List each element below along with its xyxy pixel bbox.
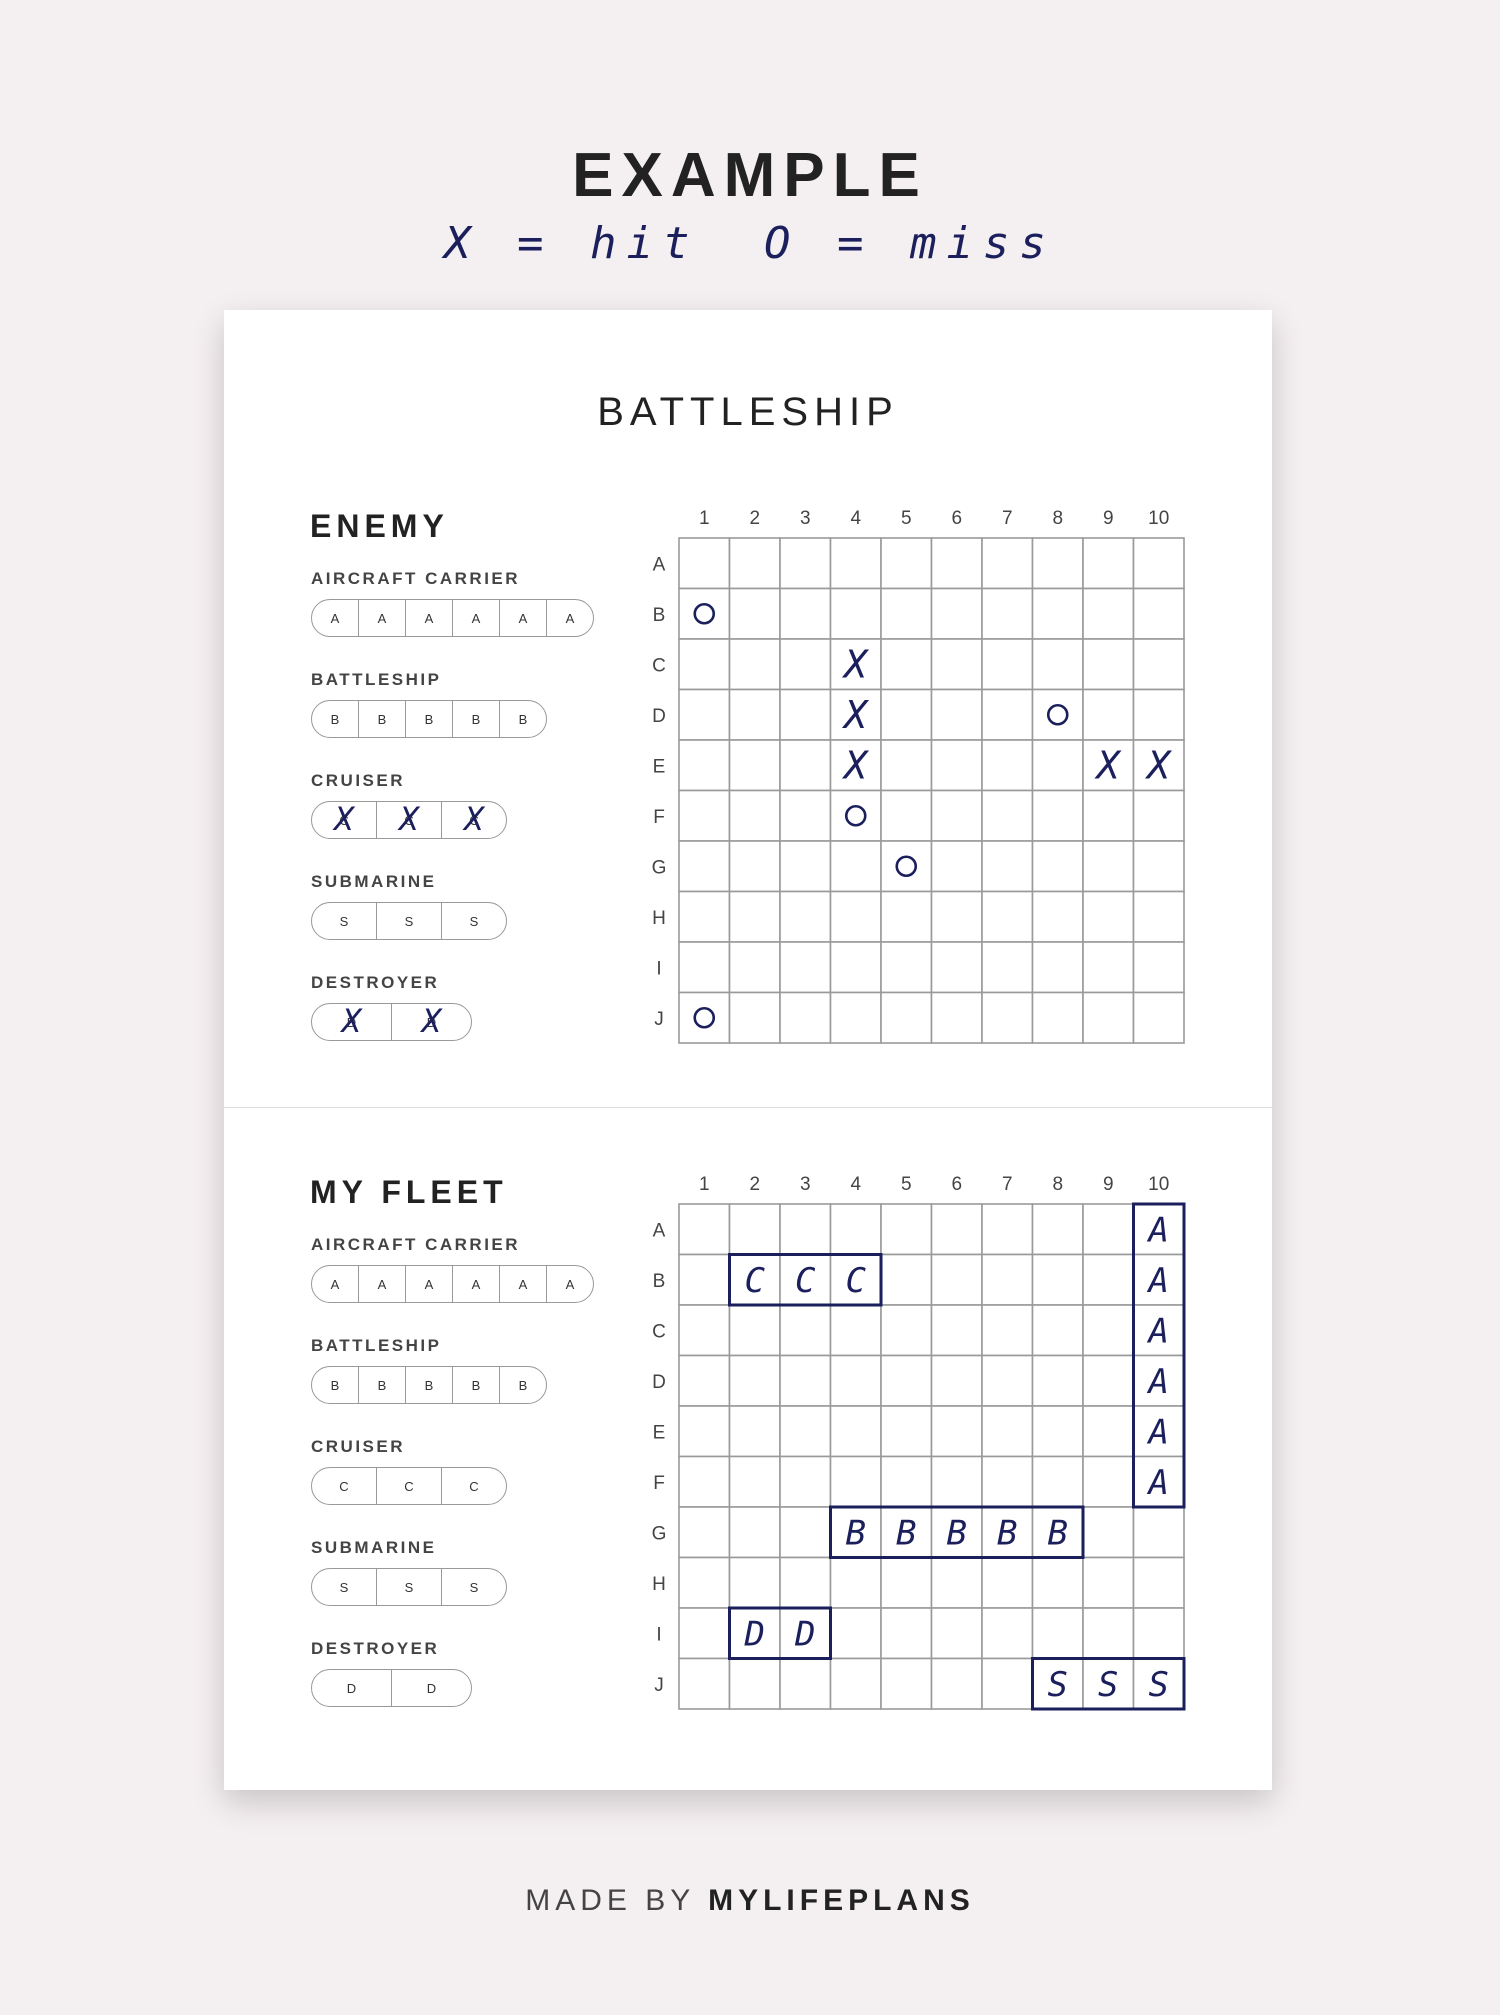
ship-cell[interactable]: B — [452, 1367, 499, 1403]
ship-cell[interactable]: S — [376, 903, 441, 939]
column-label: 1 — [698, 1174, 710, 1195]
ship-cell[interactable]: A — [330, 610, 340, 626]
column-label: 6 — [951, 1174, 963, 1195]
board-cell[interactable] — [730, 1507, 781, 1558]
board-cell[interactable] — [932, 1305, 983, 1356]
hit-marker: X — [1147, 743, 1171, 788]
board-cell[interactable] — [1083, 1507, 1134, 1558]
board-cell[interactable] — [1083, 1356, 1134, 1407]
board-cell[interactable] — [679, 1457, 730, 1508]
row-label: D — [652, 1371, 666, 1393]
row-label: F — [653, 1472, 665, 1494]
board-cell[interactable] — [730, 1457, 781, 1508]
board-cell[interactable] — [982, 1255, 1033, 1306]
ship-cell[interactable]: C X — [312, 802, 376, 838]
ship-cell[interactable]: D — [346, 1680, 357, 1696]
row-label: B — [652, 604, 666, 626]
ship-cell[interactable]: C — [339, 1478, 349, 1494]
board-cell[interactable] — [932, 1457, 983, 1508]
ship-label: BATTLESHIP — [311, 670, 442, 689]
board-cell[interactable] — [1083, 1255, 1134, 1306]
board-cell[interactable] — [1083, 1204, 1134, 1255]
board-cell[interactable] — [780, 1507, 831, 1558]
column-label: 3 — [799, 508, 811, 529]
row-label: A — [652, 1220, 666, 1242]
ship-cell[interactable]: B — [499, 701, 546, 737]
column-label: 4 — [850, 1174, 862, 1195]
column-label: 1 — [698, 508, 710, 529]
board-cell[interactable] — [780, 1457, 831, 1508]
board-cell[interactable] — [730, 1558, 781, 1609]
board-cell[interactable] — [831, 1204, 882, 1255]
sheet-title: BATTLESHIP — [597, 390, 899, 434]
board-cell[interactable] — [881, 1406, 932, 1457]
board-cell[interactable] — [780, 1204, 831, 1255]
ship-letter: B — [997, 1513, 1018, 1554]
board-cell[interactable] — [1083, 1305, 1134, 1356]
board-cell[interactable] — [679, 1204, 730, 1255]
board-cell[interactable] — [932, 1406, 983, 1457]
board-cell[interactable] — [679, 1255, 730, 1306]
ship-label: SUBMARINE — [311, 872, 437, 891]
board-cell[interactable] — [982, 1558, 1033, 1609]
ship-cell[interactable]: C X — [376, 802, 441, 838]
fleet-heading: MY FLEET — [310, 1174, 508, 1210]
ship-cell[interactable]: B — [330, 1377, 340, 1393]
board-cell[interactable] — [1033, 1204, 1084, 1255]
board-cell[interactable] — [982, 1356, 1033, 1407]
board-cell[interactable] — [780, 1356, 831, 1407]
row-label: E — [652, 756, 666, 778]
column-label: 8 — [1052, 1174, 1064, 1195]
legend-hit: X = hit — [444, 218, 700, 269]
ship-letter: B — [896, 1513, 917, 1554]
ship-cell[interactable]: B — [358, 1367, 405, 1403]
board-cell[interactable] — [881, 1608, 932, 1659]
ship-letter: B — [845, 1513, 866, 1554]
row-label: H — [652, 1573, 666, 1595]
board-cell[interactable] — [1134, 1558, 1185, 1609]
ship-cell[interactable]: A — [546, 1266, 593, 1302]
ship-cell[interactable]: S — [376, 1569, 441, 1605]
footer-prefix: MADE BY — [525, 1884, 695, 1917]
board-cell[interactable] — [881, 1255, 932, 1306]
column-label: 2 — [749, 1174, 761, 1195]
board-cell[interactable] — [679, 1406, 730, 1457]
ship-cell[interactable]: A — [452, 1266, 499, 1302]
ship-cell[interactable]: D X — [312, 1004, 391, 1040]
board-cell[interactable] — [730, 1305, 781, 1356]
ship-label: AIRCRAFT CARRIER — [311, 1235, 521, 1254]
ship-letter: A — [1148, 1412, 1169, 1453]
board-cell[interactable] — [932, 1659, 983, 1710]
board-cell[interactable] — [730, 1406, 781, 1457]
ship-label: AIRCRAFT CARRIER — [311, 569, 521, 588]
row-label: F — [653, 806, 665, 828]
column-label: 6 — [951, 508, 963, 529]
row-label: D — [652, 705, 666, 727]
board-cell[interactable] — [982, 1457, 1033, 1508]
board-cell[interactable] — [679, 1305, 730, 1356]
board-cell[interactable] — [932, 1204, 983, 1255]
column-label: 10 — [1148, 1174, 1170, 1195]
row-label: A — [652, 554, 666, 576]
board-cell[interactable] — [679, 1356, 730, 1407]
column-label: 9 — [1102, 1174, 1114, 1195]
row-label: J — [654, 1008, 664, 1030]
board-cell[interactable] — [780, 1659, 831, 1710]
ship-cell[interactable]: S — [339, 913, 349, 929]
column-label: 5 — [900, 508, 912, 529]
board-cell[interactable] — [730, 1204, 781, 1255]
board-cell[interactable] — [1033, 1305, 1084, 1356]
row-label: I — [656, 958, 662, 980]
board-cell[interactable] — [780, 1305, 831, 1356]
ship-cell[interactable]: B — [405, 701, 452, 737]
board-cell[interactable] — [831, 1608, 882, 1659]
board-cell[interactable] — [679, 1659, 730, 1710]
enemy-heading: ENEMY — [310, 508, 449, 544]
board-cell[interactable] — [780, 1558, 831, 1609]
board-cell[interactable] — [1083, 1406, 1134, 1457]
ship-cell[interactable]: A — [330, 1276, 340, 1292]
legend — [0, 218, 1500, 269]
ship-cell[interactable]: S — [441, 903, 506, 939]
board-cell[interactable] — [881, 1204, 932, 1255]
ship-cell[interactable]: C — [376, 1468, 441, 1504]
row-label: E — [652, 1422, 666, 1444]
ship-letter: A — [1148, 1210, 1169, 1251]
game-sheet — [224, 310, 1272, 1790]
row-label: C — [652, 1321, 666, 1343]
board-cell[interactable] — [881, 1305, 932, 1356]
ship-cell[interactable]: B — [330, 711, 340, 727]
ship-cell[interactable]: A — [452, 600, 499, 636]
footer — [0, 1884, 1500, 1918]
ship-cell[interactable]: A — [499, 1266, 546, 1302]
board-cell[interactable] — [730, 1659, 781, 1710]
ship-cell[interactable]: B — [452, 701, 499, 737]
ship-letter: A — [1148, 1260, 1169, 1301]
board-cell[interactable] — [982, 1204, 1033, 1255]
ship-cell[interactable]: A — [499, 600, 546, 636]
ship-label: DESTROYER — [311, 973, 440, 992]
ship-letter: C — [845, 1260, 866, 1301]
hit-marker: X — [844, 642, 868, 687]
board-cell[interactable] — [982, 1608, 1033, 1659]
ship-label: CRUISER — [311, 1437, 406, 1456]
column-label: 3 — [799, 1174, 811, 1195]
board-cell[interactable] — [831, 1356, 882, 1407]
ship-cell[interactable]: S — [339, 1579, 349, 1595]
ship-letter: B — [1047, 1513, 1068, 1554]
column-label: 4 — [850, 508, 862, 529]
hit-marker: X — [844, 743, 868, 788]
ship-cell[interactable]: C X — [441, 802, 506, 838]
board-cell[interactable] — [831, 1457, 882, 1508]
ship-cell[interactable]: A — [358, 1266, 405, 1302]
board-cell[interactable] — [679, 1608, 730, 1659]
footer-brand: MYLIFEPLANS — [708, 1884, 975, 1917]
ship-letter: S — [1148, 1664, 1169, 1705]
board-cell[interactable] — [780, 1406, 831, 1457]
row-label: I — [656, 1624, 662, 1646]
ship-label: CRUISER — [311, 771, 406, 790]
ship-cell[interactable]: A — [405, 600, 452, 636]
column-label: 5 — [900, 1174, 912, 1195]
ship-letter: S — [1098, 1664, 1119, 1705]
column-label: 7 — [1001, 1174, 1013, 1195]
board-cell[interactable] — [1083, 1608, 1134, 1659]
ship-letter: D — [744, 1614, 765, 1655]
ship-cell[interactable]: S — [441, 1569, 506, 1605]
ship-label: BATTLESHIP — [311, 1336, 442, 1355]
board-cell[interactable] — [831, 1558, 882, 1609]
board-cell[interactable] — [881, 1457, 932, 1508]
ship-cell[interactable]: D X — [391, 1004, 471, 1040]
board-cell[interactable] — [1083, 1457, 1134, 1508]
ship-cell[interactable]: A — [358, 600, 405, 636]
ship-cell[interactable]: B — [405, 1367, 452, 1403]
column-label: 8 — [1052, 508, 1064, 529]
row-label: G — [651, 1523, 667, 1545]
board-cell[interactable] — [831, 1305, 882, 1356]
board-cell[interactable] — [932, 1356, 983, 1407]
board-cell[interactable] — [679, 1507, 730, 1558]
ship-label: DESTROYER — [311, 1639, 440, 1658]
ship-cell[interactable]: A — [546, 600, 593, 636]
row-label: H — [652, 907, 666, 929]
ship-letter: A — [1148, 1462, 1169, 1503]
board-cell[interactable] — [932, 1608, 983, 1659]
board-cell[interactable] — [881, 1659, 932, 1710]
fleet-board[interactable] — [224, 310, 1272, 1790]
ship-letter: C — [795, 1260, 816, 1301]
board-cell[interactable] — [982, 1406, 1033, 1457]
ship-letter: A — [1148, 1361, 1169, 1402]
board-cell[interactable] — [881, 1558, 932, 1609]
legend-miss: O = miss — [764, 218, 1056, 269]
ship-letter: B — [946, 1513, 967, 1554]
ship-cell[interactable]: C — [441, 1468, 506, 1504]
board-cell[interactable] — [831, 1406, 882, 1457]
board-cell[interactable] — [1083, 1558, 1134, 1609]
board-cell[interactable] — [1033, 1255, 1084, 1306]
board-cell[interactable] — [730, 1356, 781, 1407]
board-cell[interactable] — [881, 1356, 932, 1407]
column-label: 10 — [1148, 508, 1170, 529]
board-cell[interactable] — [1033, 1356, 1084, 1407]
ship-letter: D — [795, 1614, 816, 1655]
ship-label: SUBMARINE — [311, 1538, 437, 1557]
board-cell[interactable] — [1134, 1608, 1185, 1659]
board-cell[interactable] — [932, 1558, 983, 1609]
board-cell[interactable] — [1033, 1558, 1084, 1609]
column-label: 7 — [1001, 508, 1013, 529]
hit-marker: X — [1096, 743, 1120, 788]
board-cell[interactable] — [932, 1255, 983, 1306]
row-label: C — [652, 655, 666, 677]
header-title: EXAMPLE — [572, 141, 928, 210]
row-label: G — [651, 857, 667, 879]
board-cell[interactable] — [1134, 1507, 1185, 1558]
board-cell[interactable] — [831, 1659, 882, 1710]
ship-letter: S — [1047, 1664, 1068, 1705]
hit-marker: X — [844, 692, 868, 737]
board-cell[interactable] — [982, 1305, 1033, 1356]
board-cell[interactable] — [982, 1659, 1033, 1710]
row-label: B — [652, 1270, 666, 1292]
ship-cell[interactable]: B — [358, 701, 405, 737]
column-label: 2 — [749, 508, 761, 529]
ship-letter: A — [1148, 1311, 1169, 1352]
board-cell[interactable] — [1033, 1457, 1084, 1508]
board-cell[interactable] — [679, 1558, 730, 1609]
board-cell[interactable] — [1033, 1608, 1084, 1659]
ship-cell[interactable]: D — [391, 1670, 471, 1706]
board-cell[interactable] — [1033, 1406, 1084, 1457]
ship-cell[interactable]: B — [499, 1367, 546, 1403]
row-label: J — [654, 1674, 664, 1696]
ship-cell[interactable]: A — [405, 1266, 452, 1302]
ship-letter: C — [744, 1260, 765, 1301]
column-label: 9 — [1102, 508, 1114, 529]
